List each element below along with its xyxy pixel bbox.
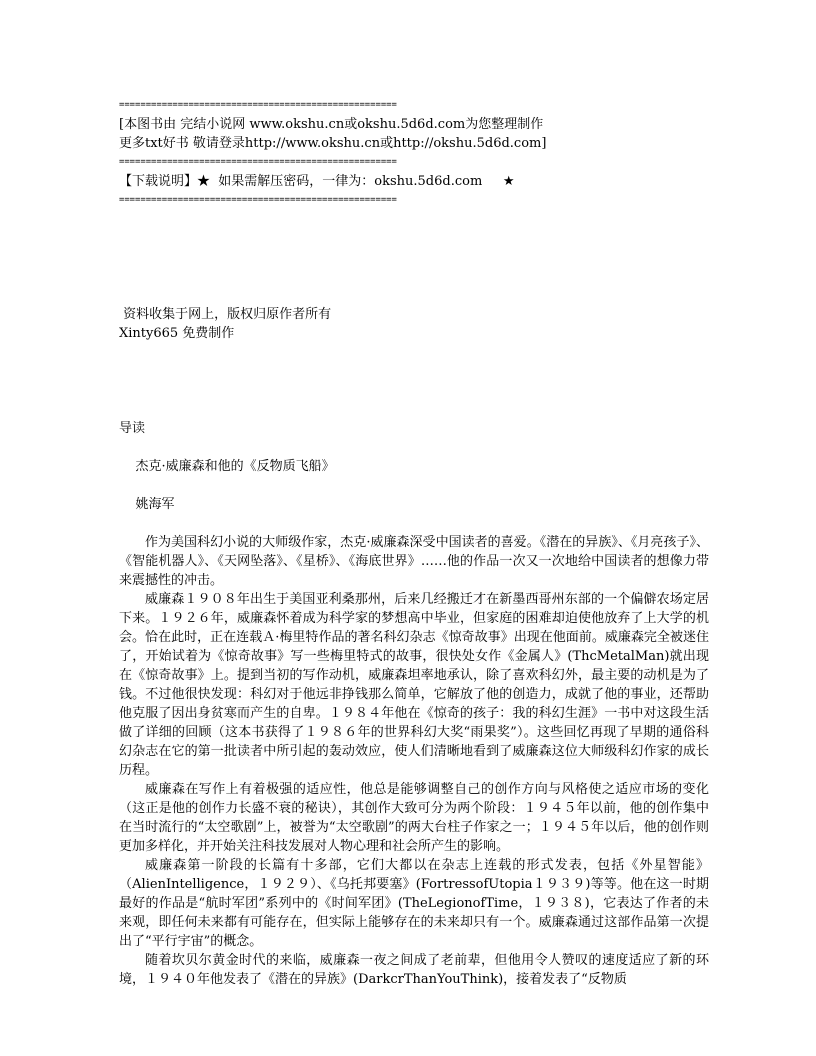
article-title: 杰克·威廉森和他的《反物质飞船》 xyxy=(119,459,335,474)
body-paragraph: 作为美国科幻小说的大师级作家，杰克·威廉森深受中国读者的喜爱。《潜在的异族》、《月亮孩子》、《智能机器人》、《天网坠落》、《星桥》、《海底世界》……他的作品一次又一次地给中国读者的想像力带来震撼性的冲击。 xyxy=(119,535,709,588)
source-notice-line: [本图书由 完结小说网 www.okshu.cn或okshu.5d6d.com为您整理制作 xyxy=(119,117,544,132)
download-notice: 【下载说明】★ 如果需解压密码，一律为：okshu.5d6d.com ★ xyxy=(119,174,515,189)
separator-rule: ==================================================== xyxy=(119,157,397,167)
body-paragraph: 威廉森第一阶段的长篇有十多部，它们大都以在杂志上连载的形式发表，包括《外星智能》（AlienIntelligence，１９２９）、《乌托邦要塞》(FortressofUtopia１９３９)等等。他在这一时期最好的作品是“航时军团”系列中的《时间军团》(TheLegionofTime，１９３８)，它表达了作者的未来观，即任何未来都有可能存在，但实际上能够存在的未来却只有一个。威廉森通过这部作品第一次提出了“平行宇宙”的概念。 xyxy=(119,858,709,949)
body-paragraph: 威廉森１９０８年出生于美国亚利桑那州，后来几经搬迁才在新墨西哥州东部的一个偏僻农场定居下来。１９２６年，威廉森怀着成为科学家的梦想高中毕业，但家庭的困难却迫使他放弃了上大学的机会。恰在此时，正在连载Ａ·梅里特作品的著名科幻杂志《惊奇故事》出现在他面前。威廉森完全被迷住了，开始试着为《惊奇故事》写一些梅里特式的故事，很快处女作《金属人》(ThcMetalMan)就出现在《惊奇故事》上。提到当初的写作动机，威廉森坦率地承认，除了喜欢科幻外，最主要的动机是为了钱。不过他很快发现：科幻对于他远非挣钱那么简单，它解放了他的创造力，成就了他的事业，还帮助他克服了因出身贫寒而产生的自卑。１９８４年他在《惊奇的孩子：我的科幻生涯》一书中对这段生活做了详细的回顾（这本书获得了１９８６年的世界科幻大奖“雨果奖”）。这些回忆再现了早期的通俗科幻杂志在它的第一批读者中所引起的轰动效应，使人们清晰地看到了威廉森这位大师级科幻作家的成长历程。 xyxy=(119,592,709,778)
section-heading: 导读 xyxy=(119,421,146,436)
article-author: 姚海军 xyxy=(119,497,175,512)
body-paragraph: 随着坎贝尔黄金时代的来临，威廉森一夜之间成了老前辈，但他用令人赞叹的速度适应了新的环境，１９４０年他发表了《潜在的异族》(DarkcrThanYouThink)，接着发表了“反物质 xyxy=(119,953,709,987)
body-paragraph: 威廉森在写作上有着极强的适应性，他总是能够调整自己的创作方向与风格使之适应市场的变化（这正是他的创作力长盛不衰的秘诀），其创作大致可分为两个阶段：１９４５年以前，他的创作集中在当时流行的“太空歌剧”上，被誉为“太空歌剧”的两大台柱子作家之一；１９４５年以后，他的创作则更加多样化，并开始关注科技发展对人物心理和社会所产生的影响。 xyxy=(119,782,709,854)
source-url-line: 更多txt好书 敬请登录http://www.okshu.cn或http://okshu.5d6d.com] xyxy=(119,136,547,151)
document-page xyxy=(119,96,709,989)
separator-rule: ==================================================== xyxy=(119,100,397,110)
separator-rule: ==================================================== xyxy=(119,195,397,205)
producer-credit: Xinty665 免费制作 xyxy=(119,326,235,341)
copyright-notice: 资料收集于网上，版权归原作者所有 xyxy=(119,307,332,322)
